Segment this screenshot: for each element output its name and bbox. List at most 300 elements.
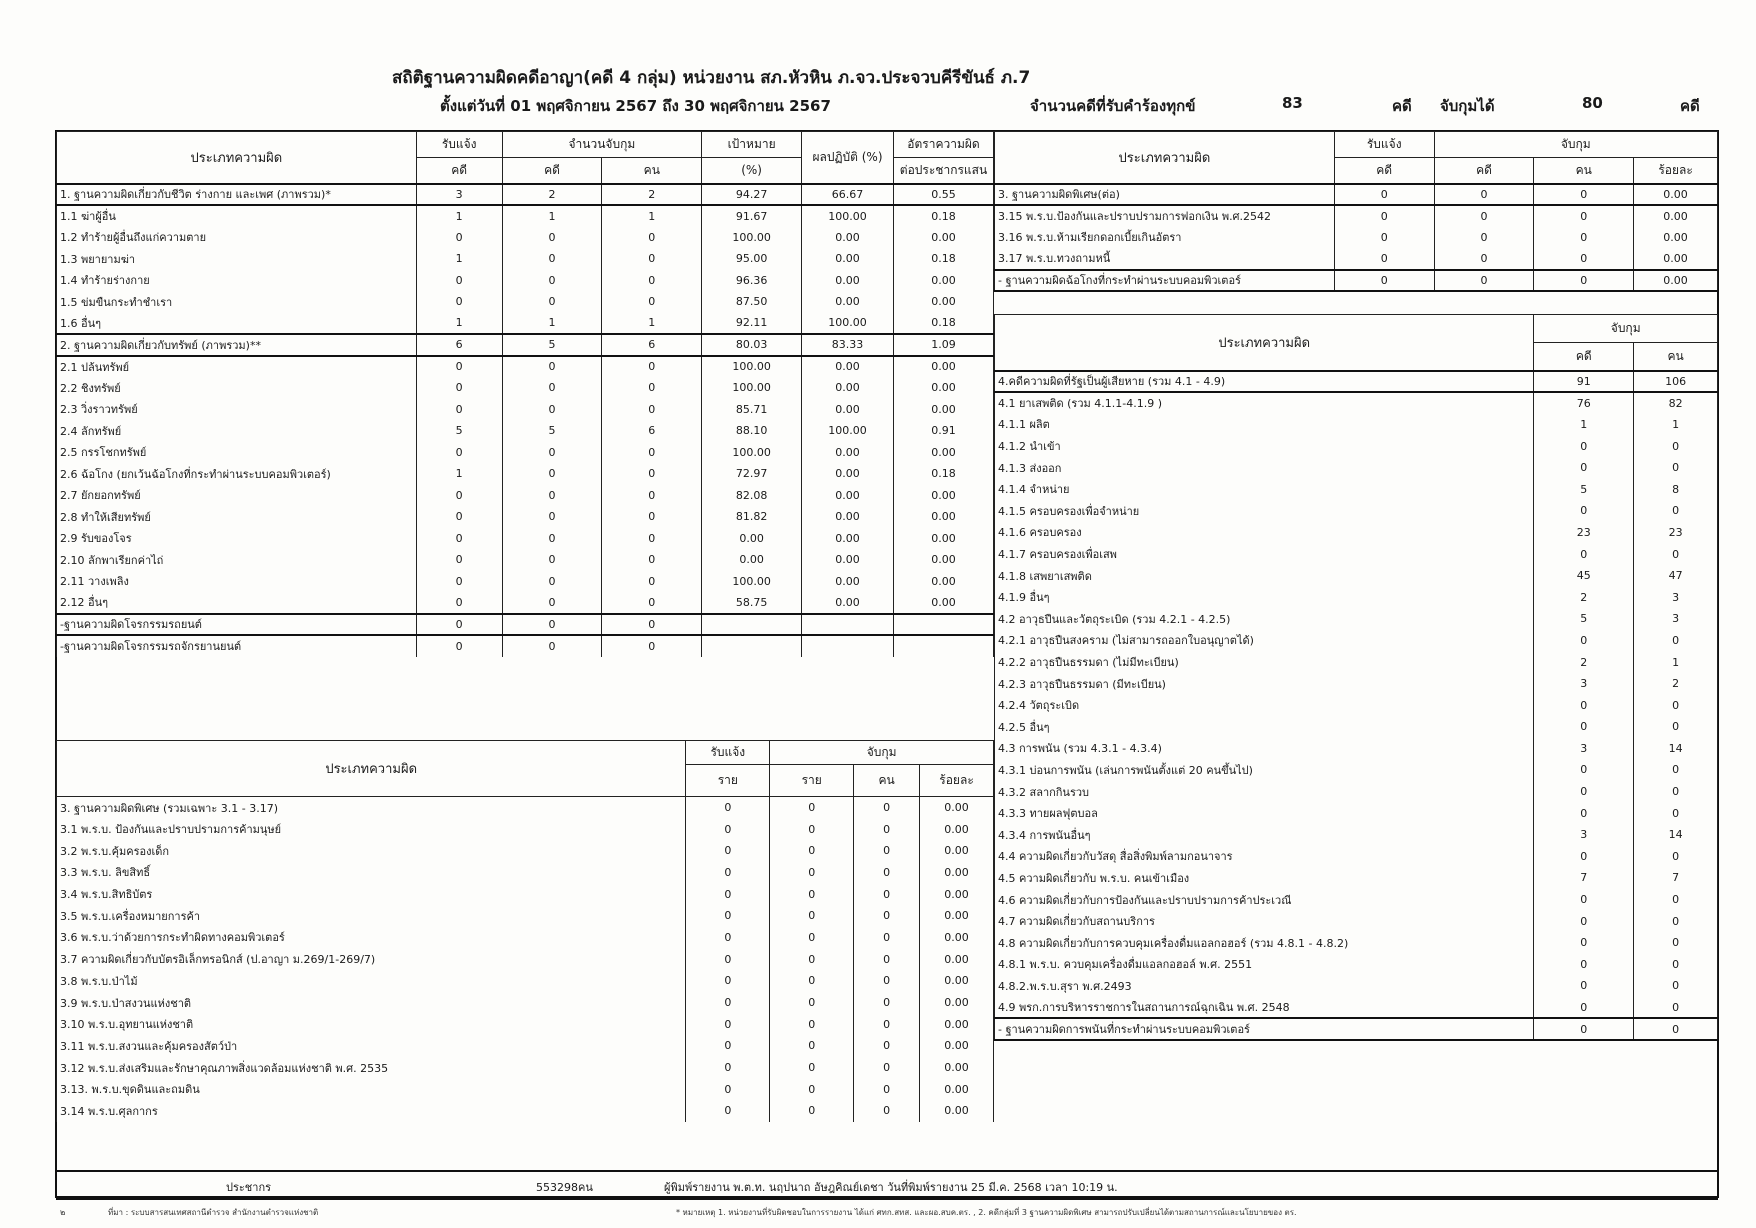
table-row [995,889,1718,911]
table-row [57,463,994,485]
arrested-cases: 23 [1534,522,1634,544]
offense-name: 3.4 พ.ร.บ.สิทธิบัตร [57,883,686,905]
arrested-cases: 0 [1434,227,1534,249]
arrested-persons: 0 [602,227,702,249]
reported-cases: 3 [416,184,502,206]
complaints-unit: คดี [1392,97,1412,115]
reported-cases: 0 [416,291,502,313]
rate-per-100k: 0.00 [893,528,993,550]
table-row [57,571,994,593]
arrested-persons: 0 [854,1035,920,1057]
table-row [995,248,1718,270]
offense-name: 2. ฐานความผิดเกี่ยวกับทรัพย์ (ภาพรวม)** [57,334,417,356]
table-row [995,457,1718,479]
table-row [57,883,994,905]
target-percent: 0.00 [702,528,802,550]
arrested-persons: 1 [602,313,702,335]
offense-name: 4.4 ความผิดเกี่ยวกับวัสดุ สื่อสิ่งพิมพ์ลามกอนาจาร [995,846,1534,868]
col-header-percent: ร้อยละ [1634,158,1718,184]
arrested-persons: 0 [854,862,920,884]
arrested-persons: 0 [1634,910,1718,932]
offense-name: 4.1.8 เสพยาเสพติด [995,565,1534,587]
result-percent: 0.00 [802,592,894,614]
arrested-persons: 0 [1634,500,1718,522]
offense-name: 2.2 ชิงทรัพย์ [57,377,417,399]
table-row [57,927,994,949]
arrested-persons: 0 [854,797,920,819]
table-row [995,565,1718,587]
offense-name: 3.7 ความผิดเกี่ยวกับบัตรอิเล็กทรอนิกส์ (ป.อาญา ม.269/1-269/7) [57,948,686,970]
arrest-percent: 0.00 [920,1078,994,1100]
reported-cases: 0 [416,528,502,550]
reported-items: 0 [686,1078,770,1100]
footnote: * หมายเหตุ 1. หน่วยงานที่รับผิดชอบในการรายงาน ได้แก่ ศทก.สทส. และผอ.สบค.ตร. , 2. คดีกลุ่มที่ 3 ฐานความผิดพิเศษ สามารถปรับเปลี่ยนได้ตามสถานการณ์และนโยบายของ ตร. [676,1208,1297,1217]
rate-per-100k: 0.00 [893,291,993,313]
table-row [57,992,994,1014]
arrested-cases: 0 [502,270,602,292]
arrest-percent: 0.00 [920,1035,994,1057]
rate-per-100k: 0.00 [893,592,993,614]
arrested-persons: 0 [1634,759,1718,781]
offense-name: 2.9 รับของโจร [57,528,417,550]
offense-name: 4.2 อาวุธปืนและวัตถุระเบิด (รวม 4.2.1 - 4.2.5) [995,608,1534,630]
table-row [57,948,994,970]
offense-name: 2.8 ทำให้เสียทรัพย์ [57,506,417,528]
data-source: ที่มา : ระบบสารสนเทศสถานีตำรวจ สำนักงานตำรวจแห่งชาติ [108,1208,319,1217]
arrested-persons: 0 [1634,932,1718,954]
col-header-target: เป้าหมาย [702,132,802,158]
rate-per-100k [893,635,993,657]
offense-name: 1.4 ทำร้ายร่างกาย [57,270,417,292]
reported-cases: 0 [1334,205,1434,227]
arrested-cases: 7 [1534,867,1634,889]
reported-items: 0 [686,883,770,905]
table-row [995,478,1718,500]
offense-name: 3.16 พ.ร.บ.ห้ามเรียกดอกเบี้ยเกินอัตรา [995,227,1335,249]
arrest-percent: 0.00 [1634,270,1718,292]
offense-name: 1.5 ข่มขืนกระทำชำเรา [57,291,417,313]
arrest-percent: 0.00 [920,840,994,862]
offense-name: 4.1.3 ส่งออก [995,457,1534,479]
arrested-cases: 5 [1534,608,1634,630]
target-percent: 91.67 [702,205,802,227]
arrested-cases: 2 [1534,586,1634,608]
table-row [995,1018,1718,1040]
arrested-items: 0 [770,1057,854,1079]
result-percent: 0.00 [802,377,894,399]
arrest-percent: 0.00 [1634,205,1718,227]
offense-name: 2.10 ลักพาเรียกค่าไถ่ [57,549,417,571]
col-header-arrested-case: คดี [1434,158,1534,184]
arrested-cases: 2 [1534,651,1634,673]
table-row [57,549,994,571]
offense-name: 1.1 ฆ่าผู้อื่น [57,205,417,227]
target-percent: 100.00 [702,377,802,399]
arrested-persons: 3 [1634,608,1718,630]
table-row [57,377,994,399]
reported-cases: 0 [1334,248,1434,270]
arrested-items: 0 [770,818,854,840]
arrested-items: 0 [770,905,854,927]
table-row [995,630,1718,652]
offense-name: 4.9 พรก.การบริหารราชการในสถานการณ์ฉุกเฉิน พ.ศ. 2548 [995,997,1534,1019]
table-row [995,522,1718,544]
offense-name: 4.1.6 ครอบครอง [995,522,1534,544]
offense-name: 2.6 ฉ้อโกง (ยกเว้นฉ้อโกงที่กระทำผ่านระบบคอมพิวเตอร์) [57,463,417,485]
result-percent: 0.00 [802,463,894,485]
arrested-persons: 0 [602,356,702,378]
arrested-cases: 0 [1534,846,1634,868]
result-percent: 0.00 [802,291,894,313]
reported-cases: 0 [416,549,502,571]
offense-name: 4.1.1 ผลิต [995,414,1534,436]
crime-table-group-3 [56,740,994,1122]
arrest-percent: 0.00 [920,862,994,884]
arrest-percent: 0.00 [1634,248,1718,270]
page-mark: ๒ [60,1208,66,1217]
table-row [995,673,1718,695]
table-row [57,797,994,819]
arrested-persons: 0 [602,592,702,614]
table-row [995,435,1718,457]
table-row [57,442,994,464]
offense-name: 4.3 การพนัน (รวม 4.3.1 - 4.3.4) [995,738,1534,760]
arrested-cases: 45 [1534,565,1634,587]
table-row [57,1013,994,1035]
table-row [995,997,1718,1019]
arrested-cases: 0 [502,227,602,249]
rate-per-100k: 0.00 [893,377,993,399]
table-row [57,485,994,507]
table-row [57,184,994,206]
reported-cases: 0 [416,571,502,593]
offense-name: 2.7 ยักยอกทรัพย์ [57,485,417,507]
table-row [995,608,1718,630]
arrested-persons: 14 [1634,824,1718,846]
offense-name: 4.3.2 สลากกินรวบ [995,781,1534,803]
offense-name: 4.1.4 จำหน่าย [995,478,1534,500]
target-percent [702,614,802,636]
reported-items: 0 [686,992,770,1014]
table-row [995,543,1718,565]
footer-row [56,1170,1718,1200]
arrested-persons: 0 [854,1013,920,1035]
col-header-arrested-items: ราย [770,765,854,797]
table-row [57,592,994,614]
offense-name: 2.5 กรรโชกทรัพย์ [57,442,417,464]
arrested-persons: 0 [854,1057,920,1079]
result-percent [802,614,894,636]
population-label: ประชากร [226,1181,272,1194]
arrested-cases: 0 [1534,435,1634,457]
arrested-value: 80 [1582,94,1603,112]
table-row [995,824,1718,846]
target-percent: 94.27 [702,184,802,206]
table-row [57,205,994,227]
arrested-persons: 3 [1634,586,1718,608]
arrested-items: 0 [770,1100,854,1122]
reported-cases: 0 [416,485,502,507]
reported-cases: 0 [416,592,502,614]
arrested-cases: 0 [502,506,602,528]
table-row [57,356,994,378]
arrested-cases: 0 [1434,205,1534,227]
arrested-cases: 3 [1534,738,1634,760]
arrested-persons: 7 [1634,867,1718,889]
col-header-rate: อัตราความผิด [893,132,993,158]
arrested-persons: 47 [1634,565,1718,587]
arrest-percent: 0.00 [920,1013,994,1035]
offense-name: 4.1 ยาเสพติด (รวม 4.1.1-4.1.9 ) [995,392,1534,414]
arrested-cases: 0 [1534,457,1634,479]
arrested-persons: 0 [1634,716,1718,738]
arrested-persons: 0 [602,399,702,421]
offense-name: 4.8 ความผิดเกี่ยวกับการควบคุมเครื่องดื่มแอลกอฮอร์ (รวม 4.8.1 - 4.8.2) [995,932,1534,954]
offense-name: 4.2.1 อาวุธปืนสงคราม (ไม่สามารถออกใบอนุญาตได้) [995,630,1534,652]
arrested-cases: 0 [1534,932,1634,954]
arrested-persons: 0 [854,970,920,992]
arrested-persons: 0 [854,992,920,1014]
arrested-cases: 0 [502,463,602,485]
crime-table-group-4 [994,314,1718,1041]
reported-cases: 0 [416,377,502,399]
offense-name: 3.9 พ.ร.บ.ป่าสงวนแห่งชาติ [57,992,686,1014]
arrest-percent: 0.00 [920,948,994,970]
offense-name: -ฐานความผิดโจรกรรมรถยนต์ [57,614,417,636]
reported-cases: 0 [416,227,502,249]
arrest-percent: 0.00 [920,1057,994,1079]
target-percent: 100.00 [702,442,802,464]
arrested-cases: 5 [1534,478,1634,500]
reported-items: 0 [686,927,770,949]
result-percent: 100.00 [802,313,894,335]
offense-name: 4.3.3 ทายผลฟุตบอล [995,802,1534,824]
arrested-persons: 0 [1634,975,1718,997]
reported-cases: 0 [1334,227,1434,249]
table-row [57,248,994,270]
offense-name: 3. ฐานความผิดพิเศษ(ต่อ) [995,184,1335,206]
arrested-persons: 0 [1634,954,1718,976]
arrested-cases: 3 [1534,673,1634,695]
offense-name: 4.5 ความผิดเกี่ยวกับ พ.ร.บ. คนเข้าเมือง [995,867,1534,889]
arrested-persons: 0 [1634,997,1718,1019]
arrested-persons: 106 [1634,371,1718,393]
rate-per-100k: 0.00 [893,485,993,507]
arrested-cases: 5 [502,334,602,356]
arrested-persons: 82 [1634,392,1718,414]
table-row [995,500,1718,522]
offense-name: -ฐานความผิดโจรกรรมรถจักรยานยนต์ [57,635,417,657]
table-row [57,1057,994,1079]
arrest-percent: 0.00 [920,1100,994,1122]
arrested-cases: 91 [1534,371,1634,393]
arrested-cases: 0 [1534,759,1634,781]
table-row [995,270,1718,292]
arrested-cases: 2 [502,184,602,206]
col-header-reported-case: คดี [416,158,502,184]
target-percent: 82.08 [702,485,802,507]
target-percent: 100.00 [702,571,802,593]
reported-cases: 0 [416,635,502,657]
col-header-arrested-person: คน [1534,158,1634,184]
result-percent: 0.00 [802,399,894,421]
result-percent: 0.00 [802,571,894,593]
col-header-target-pct: (%) [702,158,802,184]
rate-per-100k: 0.00 [893,442,993,464]
table-row [57,818,994,840]
arrested-persons: 1 [1634,651,1718,673]
arrested-persons: 0 [602,485,702,507]
reported-cases: 0 [1334,270,1434,292]
arrested-items: 0 [770,862,854,884]
table-row [57,905,994,927]
arrested-cases: 0 [1534,630,1634,652]
arrested-persons: 0 [602,248,702,270]
offense-name: 3.17 พ.ร.บ.ทวงถามหนี้ [995,248,1335,270]
col-header-reported: รับแจ้ง [1334,132,1434,158]
rate-per-100k [893,614,993,636]
arrested-cases: 0 [502,571,602,593]
reported-cases: 0 [416,270,502,292]
arrested-persons: 0 [1534,270,1634,292]
table-row [995,802,1718,824]
arrested-persons: 0 [1634,846,1718,868]
offense-name: 4.2.3 อาวุธปืนธรรมดา (มีทะเบียน) [995,673,1534,695]
table-row [57,399,994,421]
arrested-persons: 0 [1534,248,1634,270]
reported-items: 0 [686,970,770,992]
rate-per-100k: 0.18 [893,248,993,270]
rate-per-100k: 1.09 [893,334,993,356]
reported-items: 0 [686,1013,770,1035]
table-row [57,506,994,528]
reported-items: 0 [686,862,770,884]
result-percent: 0.00 [802,356,894,378]
table-row [995,910,1718,932]
offense-name: 2.3 วิ่งราวทรัพย์ [57,399,417,421]
offense-name: - ฐานความผิดการพนันที่กระทำผ่านระบบคอมพิวเตอร์ [995,1018,1534,1040]
offense-name: 4.2.2 อาวุธปืนธรรมดา (ไม่มีทะเบียน) [995,651,1534,673]
col-header-type: ประเภทความผิด [995,132,1335,184]
arrested-cases: 0 [1534,500,1634,522]
arrested-persons: 0 [602,442,702,464]
arrested-items: 0 [770,840,854,862]
arrested-persons: 0 [854,1100,920,1122]
col-header-arrested: จับกุม [1434,132,1717,158]
col-header-type: ประเภทความผิด [995,315,1534,371]
result-percent: 0.00 [802,485,894,507]
reported-cases: 0 [416,614,502,636]
table-row [995,205,1718,227]
offense-name: 3.8 พ.ร.บ.ป่าไม้ [57,970,686,992]
col-header-type: ประเภทความผิด [57,132,417,184]
arrested-persons: 0 [1634,781,1718,803]
offense-name: 4.1.5 ครอบครองเพื่อจำหน่าย [995,500,1534,522]
offense-name: 1.6 อื่นๆ [57,313,417,335]
arrested-cases: 0 [1534,694,1634,716]
offense-name: 3.2 พ.ร.บ.คุ้มครองเด็ก [57,840,686,862]
arrested-items: 0 [770,797,854,819]
col-header-rate-per-100k: ต่อประชากรแสน [893,158,993,184]
col-header-arrested: จับกุม [770,741,994,765]
target-percent: 81.82 [702,506,802,528]
reported-items: 0 [686,818,770,840]
reported-items: 0 [686,1035,770,1057]
arrested-persons: 0 [1634,889,1718,911]
reported-cases: 0 [1334,184,1434,206]
table-row [57,270,994,292]
arrested-persons: 2 [602,184,702,206]
report-title: สถิติฐานความผิดคดีอาญา(คดี 4 กลุ่ม) หน่วยงาน สภ.หัวหิน ภ.จว.ประจวบคีรีขันธ์ ภ.7 [392,68,1031,88]
arrested-persons: 0 [602,463,702,485]
result-percent [802,635,894,657]
arrested-cases: 0 [502,248,602,270]
arrested-persons: 1 [602,205,702,227]
reported-cases: 1 [416,205,502,227]
col-header-reported: รับแจ้ง [416,132,502,158]
table-row [57,840,994,862]
offense-name: 4.3.1 บ่อนการพนัน (เล่นการพนันตั้งแต่ 20 คนขึ้นไป) [995,759,1534,781]
result-percent: 0.00 [802,227,894,249]
offense-name: 4.1.2 นำเข้า [995,435,1534,457]
reported-items: 0 [686,948,770,970]
rate-per-100k: 0.91 [893,420,993,442]
arrested-persons: 0 [1634,1018,1718,1040]
report-period: ตั้งแต่วันที่ 01 พฤศจิกายน 2567 ถึง 30 พฤศจิกายน 2567 [440,97,831,115]
arrested-persons: 0 [1534,227,1634,249]
crime-table-group-3-continued [994,131,1718,292]
table-row [57,313,994,335]
offense-name: 4.8.1 พ.ร.บ. ควบคุมเครื่องดื่มแอลกอฮอล์ พ.ศ. 2551 [995,954,1534,976]
arrested-items: 0 [770,1035,854,1057]
col-header-arrest-count: จำนวนจับกุม [502,132,702,158]
reported-items: 0 [686,905,770,927]
table-row [995,975,1718,997]
reported-cases: 0 [416,442,502,464]
offense-name: 3.3 พ.ร.บ. ลิขสิทธิ์ [57,862,686,884]
result-percent: 100.00 [802,205,894,227]
table-row [995,846,1718,868]
arrested-cases: 0 [1534,781,1634,803]
arrested-persons: 8 [1634,478,1718,500]
arrested-cases: 0 [1434,270,1534,292]
reported-cases: 6 [416,334,502,356]
result-percent: 0.00 [802,528,894,550]
table-row [995,694,1718,716]
arrested-cases: 0 [1534,954,1634,976]
col-header-type: ประเภทความผิด [57,741,686,797]
printed-by: ผู้พิมพ์รายงาน พ.ต.ท. นฤปนาถ อัษฎคิณย์เดชา วันที่พิมพ์รายงาน 25 มี.ค. 2568 เวลา 10:19 น. [664,1181,1118,1194]
col-header-arrested-person: คน [1634,343,1718,371]
target-percent: 96.36 [702,270,802,292]
col-header-reported-items: ราย [686,765,770,797]
rate-per-100k: 0.18 [893,463,993,485]
population-value: 553298คน [536,1181,593,1194]
arrested-cases: 0 [1534,543,1634,565]
offense-name: 4.1.7 ครอบครองเพื่อเสพ [995,543,1534,565]
table-row [57,291,994,313]
arrest-percent: 0.00 [920,970,994,992]
rate-per-100k: 0.00 [893,506,993,528]
reported-cases: 5 [416,420,502,442]
offense-name: 4.7 ความผิดเกี่ยวกับสถานบริการ [995,910,1534,932]
reported-items: 0 [686,1057,770,1079]
table-row [57,970,994,992]
target-percent: 58.75 [702,592,802,614]
arrested-cases: 76 [1534,392,1634,414]
arrest-percent: 0.00 [920,927,994,949]
offense-name: 4.2.4 วัตถุระเบิด [995,694,1534,716]
